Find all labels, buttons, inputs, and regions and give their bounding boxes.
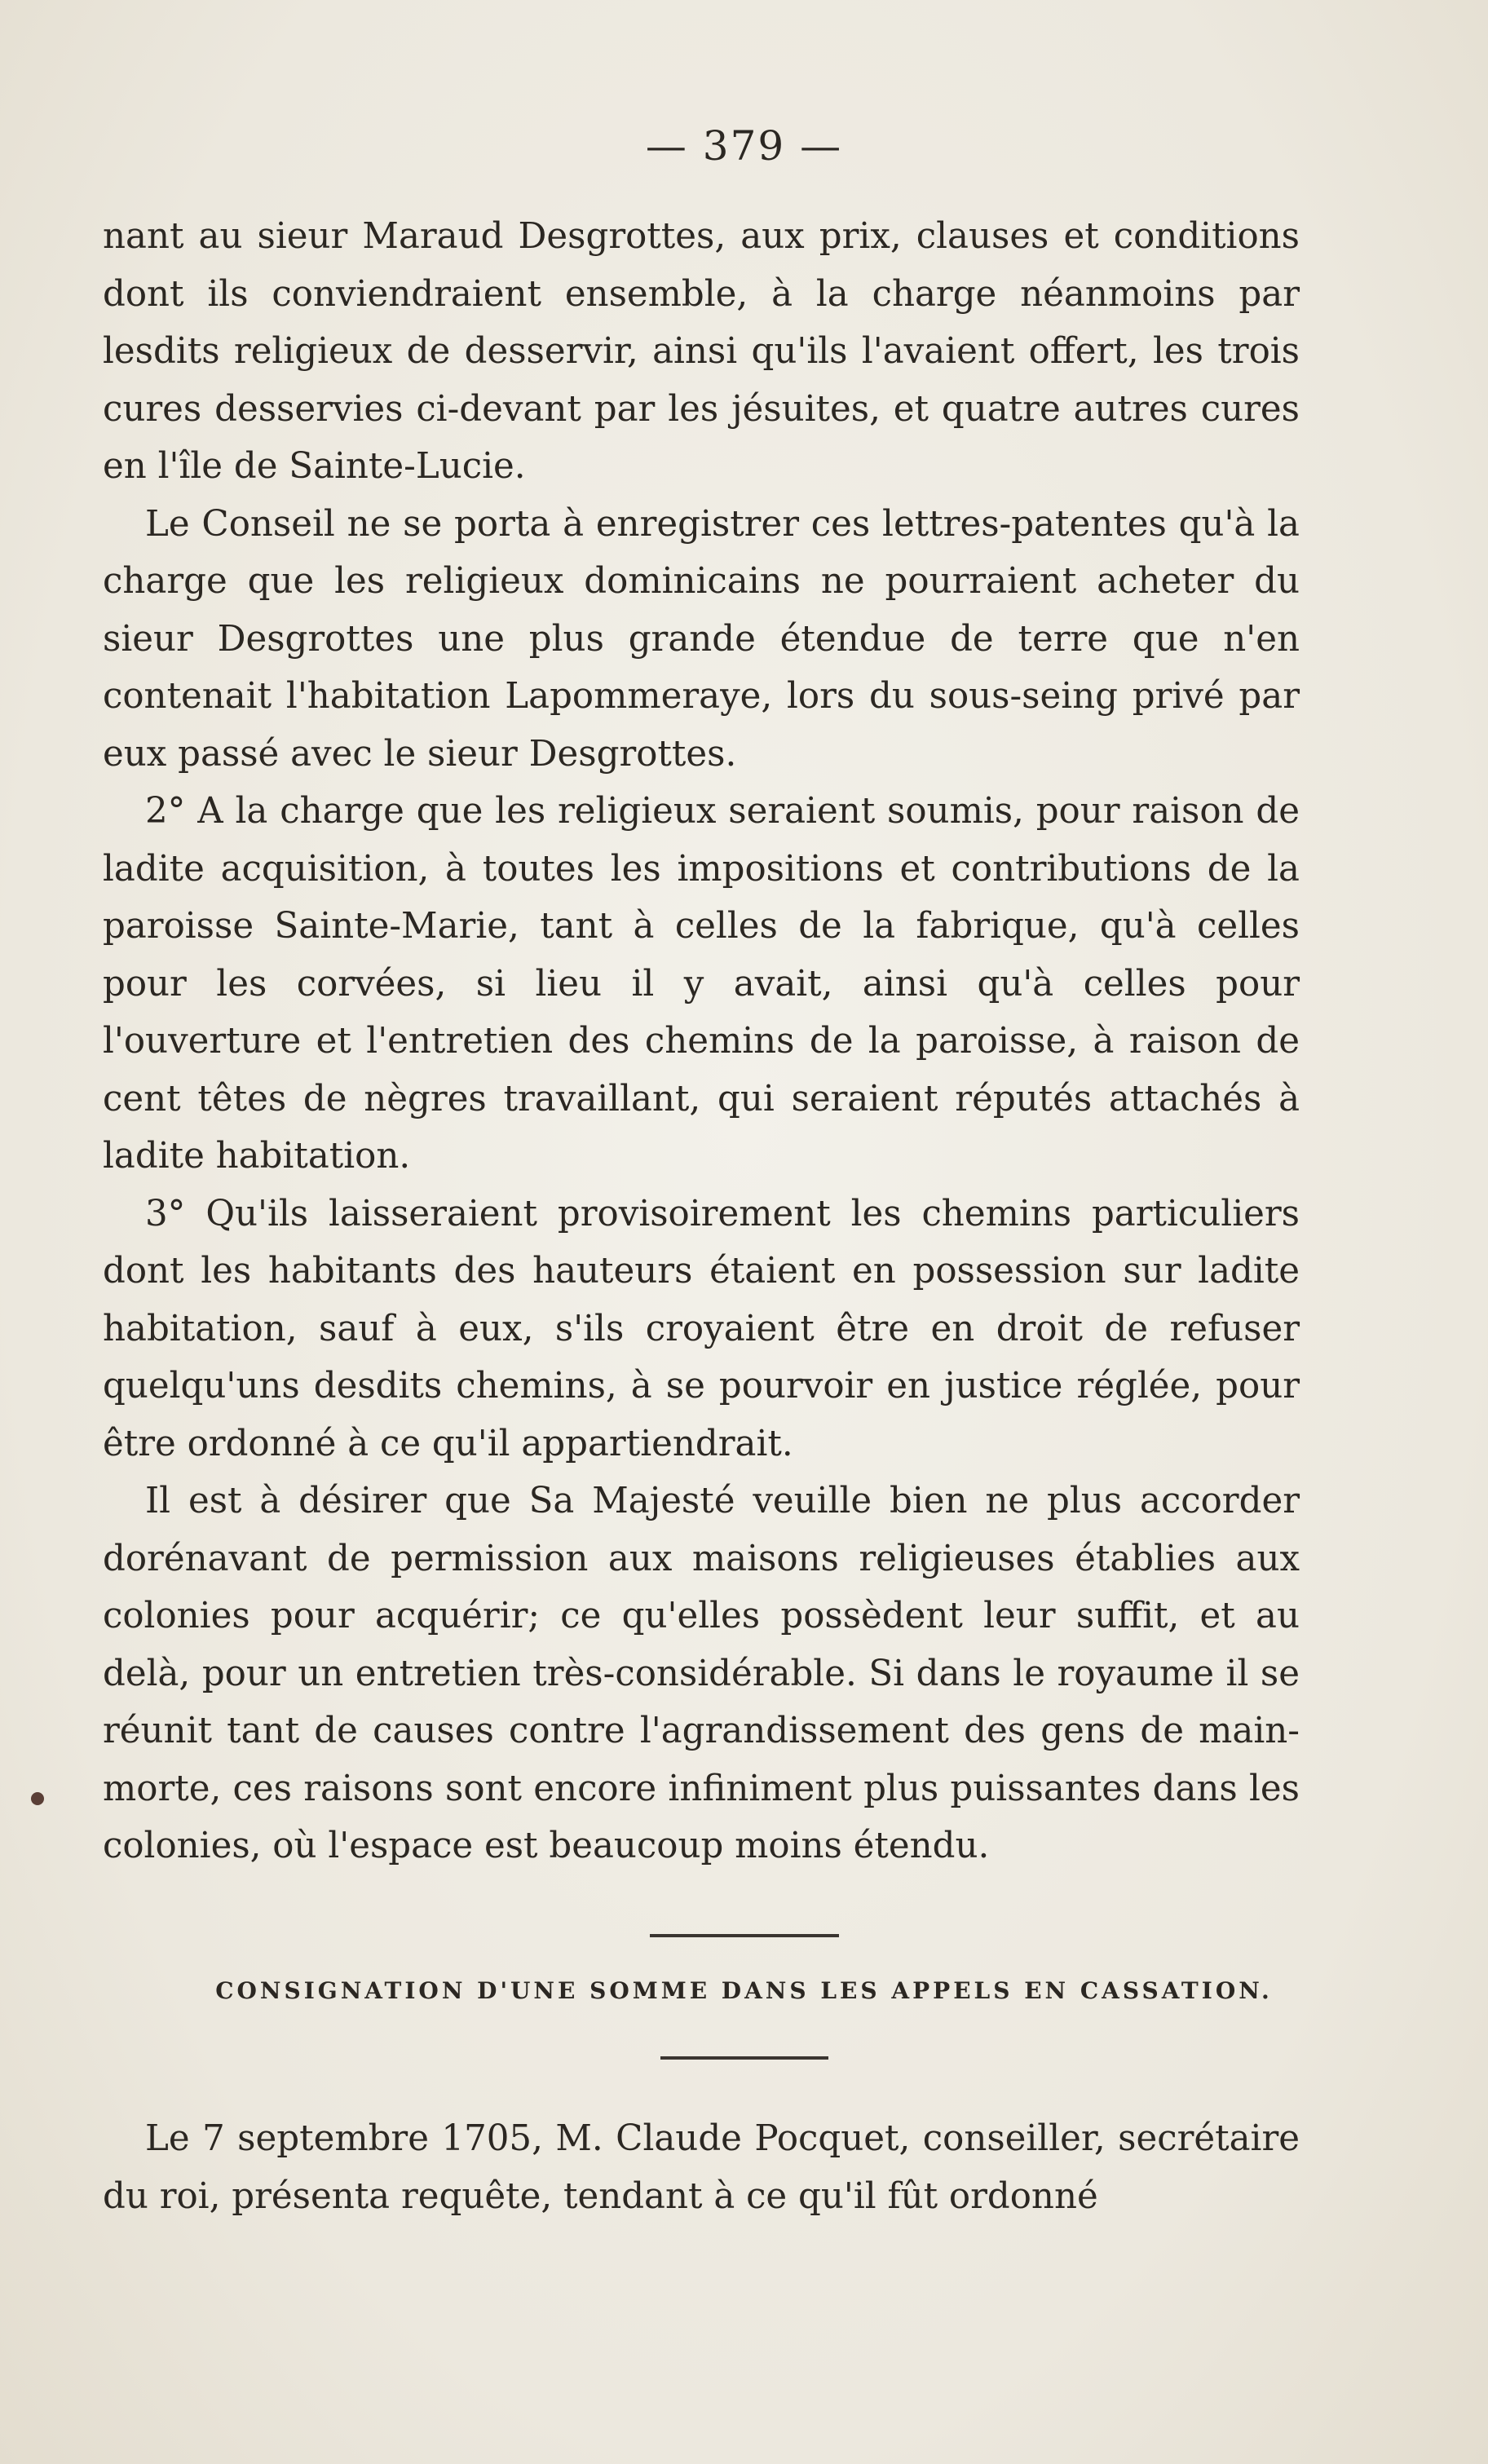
section-heading: CONSIGNATION D'UNE SOMME DANS LES APPELS EN CASSATION. <box>215 1977 1273 2004</box>
section-divider-bottom <box>660 2056 828 2060</box>
main-text-block <box>103 208 1300 1875</box>
paragraph-clause-3: 3° Qu'ils laisseraient provisoirement les chemins particuliers dont les habitants des hauteurs étaient en possession sur ladite habitation, sauf à eux, s'ils croyaient être en droit de refuser quelqu'uns desdits chemins, à se pourvoir en justice réglée, pour être ordonné à ce qu'il appartiendrait. <box>103 1193 1300 1464</box>
section-divider-top <box>650 1934 839 1937</box>
ink-blot-mark <box>31 1792 44 1805</box>
paragraph-pocquet: Le 7 septembre 1705, M. Claude Pocquet, conseiller, secrétaire du roi, présenta requête, tendant à ce qu'il fût ordonné <box>103 2118 1300 2217</box>
page-number: — 379 — <box>645 122 843 170</box>
paragraph-commentary: Il est à désirer que Sa Majesté veuille bien ne plus accorder dorénavant de permission aux maisons religieuses établies aux colonies pour acquérir; ce qu'elles possèdent leur suffit, et au delà, pour un entretien très-considérable. Si dans le royaume il se réunit tant de causes contre l'agrandissement des gens de main-morte, ces raisons sont encore infiniment plus puissantes dans les colonies, où l'espace est beaucoup moins étendu. <box>103 1481 1300 1866</box>
paragraph-clause-2: 2° A la charge que les religieux seraient soumis, pour raison de ladite acquisition, à toutes les impositions et contributions de la paroisse Sainte-Marie, tant à celles de la fabrique, qu'à celles pour les corvées, si lieu il y avait, ainsi qu'à celles pour l'ouverture et l'entretien des chemins de la paroisse, à raison de cent têtes de nègres travaillant, qui seraient réputés attachés à ladite habitation. <box>103 791 1300 1177</box>
paragraph-conseil: Le Conseil ne se porta à enregistrer ces lettres-patentes qu'à la charge que les religieux dominicains ne pourraient acheter du sieur Desgrottes une plus grande étendue de terre que n'en contenait l'habitation Lapommeraye, lors du sous-seing privé par eux passé avec le sieur Desgrottes. <box>103 503 1300 775</box>
paragraph-continuation: nant au sieur Maraud Desgrottes, aux prix, clauses et conditions dont ils conviendraient ensemble, à la charge néanmoins par lesdits religieux de desservir, ainsi qu'ils l'avaient offert, les trois cures desservies ci-devant par les jésuites, et quatre autres cures en l'île de Sainte-Lucie. <box>103 216 1300 487</box>
section-text-block <box>103 2110 1300 2225</box>
